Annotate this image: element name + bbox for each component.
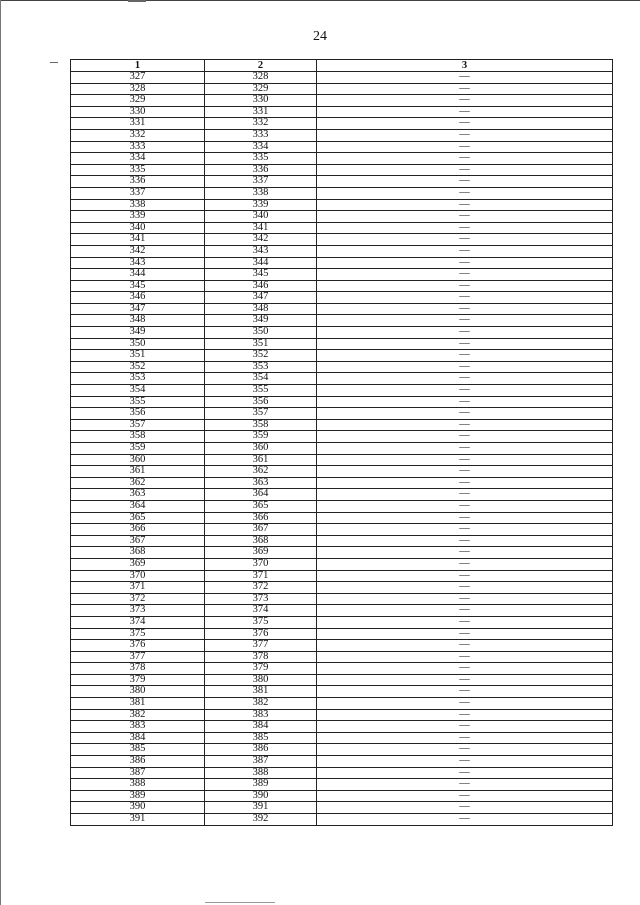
table-cell-col-1: 385 xyxy=(71,744,205,756)
table-row xyxy=(71,732,613,744)
table-cell-col-2: 389 xyxy=(205,779,317,791)
table-row xyxy=(71,616,613,628)
table-row xyxy=(71,385,613,397)
table-row xyxy=(71,396,613,408)
table-cell-col-1: 335 xyxy=(71,164,205,176)
table-cell-col-2: 357 xyxy=(205,408,317,420)
table-cell-col-1: 369 xyxy=(71,558,205,570)
table-row xyxy=(71,744,613,756)
table-cell-col-1: 350 xyxy=(71,338,205,350)
table-cell-col-2: 336 xyxy=(205,164,317,176)
table-cell-col-3: — xyxy=(317,732,613,744)
table-row xyxy=(71,535,613,547)
table-cell-col-1: 364 xyxy=(71,500,205,512)
table-cell-col-2: 382 xyxy=(205,698,317,710)
table-cell-col-1: 376 xyxy=(71,640,205,652)
table-cell-col-3: — xyxy=(317,83,613,95)
table-cell-col-2: 349 xyxy=(205,315,317,327)
table-cell-col-3: — xyxy=(317,489,613,501)
table-cell-col-2: 366 xyxy=(205,512,317,524)
table-cell-col-1: 375 xyxy=(71,628,205,640)
table-cell-col-1: 373 xyxy=(71,605,205,617)
table-cell-col-3: — xyxy=(317,593,613,605)
table-cell-col-2: 392 xyxy=(205,814,317,826)
table-cell-col-1: 378 xyxy=(71,663,205,675)
table-cell-col-3: — xyxy=(317,327,613,339)
table-cell-col-2: 379 xyxy=(205,663,317,675)
table-cell-col-2: 343 xyxy=(205,245,317,257)
table-row xyxy=(71,211,613,223)
table-row xyxy=(71,686,613,698)
table-cell-col-3: — xyxy=(317,292,613,304)
table-cell-col-1: 333 xyxy=(71,141,205,153)
table-cell-col-2: 334 xyxy=(205,141,317,153)
table-cell-col-2: 386 xyxy=(205,744,317,756)
table-cell-col-2: 329 xyxy=(205,83,317,95)
table-row xyxy=(71,338,613,350)
table-cell-col-2: 377 xyxy=(205,640,317,652)
table-cell-col-3: — xyxy=(317,500,613,512)
table-cell-col-1: 339 xyxy=(71,211,205,223)
table-cell-col-3: — xyxy=(317,419,613,431)
table-row xyxy=(71,269,613,281)
table-cell-col-1: 382 xyxy=(71,709,205,721)
scan-speck xyxy=(50,62,58,63)
table-row xyxy=(71,303,613,315)
table-cell-col-3: — xyxy=(317,257,613,269)
table-cell-col-1: 360 xyxy=(71,454,205,466)
table-row xyxy=(71,500,613,512)
table-cell-col-1: 384 xyxy=(71,732,205,744)
scan-speck xyxy=(205,902,275,903)
table-cell-col-1: 388 xyxy=(71,779,205,791)
column-header-3: 3 xyxy=(317,60,613,72)
column-header-1: 1 xyxy=(71,60,205,72)
table-cell-col-2: 361 xyxy=(205,454,317,466)
table-cell-col-1: 337 xyxy=(71,187,205,199)
table-row xyxy=(71,408,613,420)
table-cell-col-2: 373 xyxy=(205,593,317,605)
table-row xyxy=(71,373,613,385)
table-cell-col-2: 330 xyxy=(205,95,317,107)
table-cell-col-1: 365 xyxy=(71,512,205,524)
table-cell-col-3: — xyxy=(317,651,613,663)
table-cell-col-2: 354 xyxy=(205,373,317,385)
table-cell-col-3: — xyxy=(317,674,613,686)
table-row xyxy=(71,628,613,640)
table-row xyxy=(71,674,613,686)
table-cell-col-3: — xyxy=(317,477,613,489)
table-cell-col-2: 360 xyxy=(205,443,317,455)
table-cell-col-1: 359 xyxy=(71,443,205,455)
table-cell-col-2: 384 xyxy=(205,721,317,733)
table-cell-col-3: — xyxy=(317,744,613,756)
table-cell-col-2: 344 xyxy=(205,257,317,269)
table-row xyxy=(71,141,613,153)
table-cell-col-2: 385 xyxy=(205,732,317,744)
table-cell-col-1: 352 xyxy=(71,361,205,373)
table-row xyxy=(71,199,613,211)
table-row xyxy=(71,431,613,443)
table-header-row xyxy=(71,60,613,72)
table-cell-col-1: 340 xyxy=(71,222,205,234)
table-cell-col-3: — xyxy=(317,535,613,547)
table-cell-col-3: — xyxy=(317,547,613,559)
table-cell-col-1: 353 xyxy=(71,373,205,385)
table-cell-col-3: — xyxy=(317,698,613,710)
table-cell-col-2: 337 xyxy=(205,176,317,188)
table-cell-col-2: 346 xyxy=(205,280,317,292)
table-cell-col-2: 332 xyxy=(205,118,317,130)
table-row xyxy=(71,570,613,582)
table-cell-col-1: 328 xyxy=(71,83,205,95)
table-cell-col-1: 387 xyxy=(71,767,205,779)
table-cell-col-2: 356 xyxy=(205,396,317,408)
table-cell-col-2: 378 xyxy=(205,651,317,663)
table-row xyxy=(71,83,613,95)
table-cell-col-2: 353 xyxy=(205,361,317,373)
table-row xyxy=(71,176,613,188)
table-cell-col-3: — xyxy=(317,373,613,385)
table-row xyxy=(71,524,613,536)
table-cell-col-3: — xyxy=(317,709,613,721)
table-cell-col-3: — xyxy=(317,721,613,733)
table-cell-col-1: 389 xyxy=(71,790,205,802)
table-cell-col-2: 342 xyxy=(205,234,317,246)
table-cell-col-1: 357 xyxy=(71,419,205,431)
table-cell-col-3: — xyxy=(317,361,613,373)
table-row xyxy=(71,222,613,234)
table-cell-col-3: — xyxy=(317,756,613,768)
table-cell-col-3: — xyxy=(317,408,613,420)
table-cell-col-3: — xyxy=(317,350,613,362)
table-cell-col-1: 329 xyxy=(71,95,205,107)
table-cell-col-2: 340 xyxy=(205,211,317,223)
table-cell-col-2: 369 xyxy=(205,547,317,559)
table-cell-col-3: — xyxy=(317,153,613,165)
table-cell-col-2: 367 xyxy=(205,524,317,536)
table-row xyxy=(71,779,613,791)
table-cell-col-2: 365 xyxy=(205,500,317,512)
table-cell-col-2: 368 xyxy=(205,535,317,547)
table-row xyxy=(71,95,613,107)
table-cell-col-3: — xyxy=(317,141,613,153)
table-cell-col-1: 341 xyxy=(71,234,205,246)
table-row xyxy=(71,640,613,652)
table-cell-col-2: 375 xyxy=(205,616,317,628)
table-cell-col-3: — xyxy=(317,118,613,130)
table-cell-col-1: 372 xyxy=(71,593,205,605)
table-row xyxy=(71,245,613,257)
table-row xyxy=(71,118,613,130)
table-cell-col-2: 374 xyxy=(205,605,317,617)
table-row xyxy=(71,721,613,733)
table-cell-col-1: 356 xyxy=(71,408,205,420)
scan-left-edge xyxy=(0,0,1,905)
table-cell-col-3: — xyxy=(317,303,613,315)
table-cell-col-2: 347 xyxy=(205,292,317,304)
table-cell-col-3: — xyxy=(317,524,613,536)
table-row xyxy=(71,361,613,373)
table-cell-col-2: 359 xyxy=(205,431,317,443)
table-cell-col-3: — xyxy=(317,338,613,350)
table-cell-col-1: 345 xyxy=(71,280,205,292)
table-row xyxy=(71,547,613,559)
table-row xyxy=(71,187,613,199)
table-row xyxy=(71,72,613,84)
table-cell-col-3: — xyxy=(317,790,613,802)
table-row xyxy=(71,489,613,501)
table-cell-col-1: 386 xyxy=(71,756,205,768)
table-cell-col-2: 371 xyxy=(205,570,317,582)
table-cell-col-1: 366 xyxy=(71,524,205,536)
table-cell-col-1: 363 xyxy=(71,489,205,501)
table-cell-col-2: 335 xyxy=(205,153,317,165)
table-cell-col-2: 391 xyxy=(205,802,317,814)
table-row xyxy=(71,593,613,605)
table-row xyxy=(71,709,613,721)
table-row xyxy=(71,605,613,617)
table-cell-col-2: 348 xyxy=(205,303,317,315)
table-cell-col-3: — xyxy=(317,512,613,524)
table-cell-col-3: — xyxy=(317,616,613,628)
table-row xyxy=(71,292,613,304)
table-cell-col-1: 381 xyxy=(71,698,205,710)
table-cell-col-1: 371 xyxy=(71,582,205,594)
table-cell-col-1: 377 xyxy=(71,651,205,663)
table-cell-col-1: 347 xyxy=(71,303,205,315)
table-cell-col-3: — xyxy=(317,767,613,779)
table-row xyxy=(71,663,613,675)
table-cell-col-1: 390 xyxy=(71,802,205,814)
table-cell-col-3: — xyxy=(317,779,613,791)
table-cell-col-3: — xyxy=(317,431,613,443)
table-cell-col-3: — xyxy=(317,570,613,582)
table-cell-col-2: 331 xyxy=(205,106,317,118)
table-cell-col-3: — xyxy=(317,443,613,455)
table-row xyxy=(71,466,613,478)
table-cell-col-2: 363 xyxy=(205,477,317,489)
table-cell-col-2: 388 xyxy=(205,767,317,779)
table-cell-col-1: 367 xyxy=(71,535,205,547)
table-cell-col-3: — xyxy=(317,385,613,397)
table-cell-col-3: — xyxy=(317,640,613,652)
table-cell-col-3: — xyxy=(317,396,613,408)
table-row xyxy=(71,814,613,826)
table-cell-col-1: 327 xyxy=(71,72,205,84)
table-cell-col-1: 354 xyxy=(71,385,205,397)
table-cell-col-3: — xyxy=(317,814,613,826)
table-cell-col-1: 332 xyxy=(71,129,205,141)
table-row xyxy=(71,106,613,118)
table-body xyxy=(71,72,613,826)
table-row xyxy=(71,153,613,165)
table-row xyxy=(71,558,613,570)
table-cell-col-3: — xyxy=(317,466,613,478)
table-cell-col-2: 383 xyxy=(205,709,317,721)
table-row xyxy=(71,767,613,779)
table-cell-col-1: 338 xyxy=(71,199,205,211)
table-cell-col-2: 372 xyxy=(205,582,317,594)
table-cell-col-3: — xyxy=(317,234,613,246)
table-cell-col-3: — xyxy=(317,582,613,594)
table-cell-col-2: 352 xyxy=(205,350,317,362)
data-table xyxy=(70,59,613,826)
table-row xyxy=(71,327,613,339)
table-cell-col-3: — xyxy=(317,211,613,223)
table-cell-col-2: 341 xyxy=(205,222,317,234)
table-row xyxy=(71,651,613,663)
table-cell-col-3: — xyxy=(317,245,613,257)
table-cell-col-1: 351 xyxy=(71,350,205,362)
table-row xyxy=(71,315,613,327)
table-row xyxy=(71,756,613,768)
table-cell-col-3: — xyxy=(317,269,613,281)
table-cell-col-3: — xyxy=(317,802,613,814)
table-row xyxy=(71,512,613,524)
table-cell-col-3: — xyxy=(317,222,613,234)
table-cell-col-1: 374 xyxy=(71,616,205,628)
table-cell-col-1: 355 xyxy=(71,396,205,408)
table-cell-col-1: 362 xyxy=(71,477,205,489)
table-cell-col-3: — xyxy=(317,129,613,141)
table-cell-col-3: — xyxy=(317,686,613,698)
table-row xyxy=(71,477,613,489)
table-row xyxy=(71,257,613,269)
table-cell-col-1: 336 xyxy=(71,176,205,188)
table-cell-col-1: 342 xyxy=(71,245,205,257)
table-cell-col-2: 381 xyxy=(205,686,317,698)
table-cell-col-1: 358 xyxy=(71,431,205,443)
table-cell-col-3: — xyxy=(317,199,613,211)
table-cell-col-1: 370 xyxy=(71,570,205,582)
table-row xyxy=(71,419,613,431)
table-cell-col-3: — xyxy=(317,187,613,199)
table-cell-col-1: 383 xyxy=(71,721,205,733)
table-row xyxy=(71,790,613,802)
table-cell-col-1: 343 xyxy=(71,257,205,269)
table-cell-col-2: 355 xyxy=(205,385,317,397)
table-cell-col-1: 344 xyxy=(71,269,205,281)
table-row xyxy=(71,280,613,292)
table-cell-col-3: — xyxy=(317,164,613,176)
table-cell-col-2: 351 xyxy=(205,338,317,350)
table-cell-col-2: 339 xyxy=(205,199,317,211)
table-cell-col-3: — xyxy=(317,315,613,327)
table-cell-col-2: 358 xyxy=(205,419,317,431)
table-cell-col-3: — xyxy=(317,95,613,107)
table-cell-col-1: 380 xyxy=(71,686,205,698)
table-cell-col-3: — xyxy=(317,628,613,640)
table-cell-col-1: 391 xyxy=(71,814,205,826)
column-header-2: 2 xyxy=(205,60,317,72)
table-cell-col-2: 376 xyxy=(205,628,317,640)
table-cell-col-3: — xyxy=(317,663,613,675)
table-cell-col-3: — xyxy=(317,558,613,570)
scan-top-edge xyxy=(0,0,640,1)
table-cell-col-2: 364 xyxy=(205,489,317,501)
table-cell-col-2: 338 xyxy=(205,187,317,199)
page-number: 24 xyxy=(313,29,327,44)
table-cell-col-3: — xyxy=(317,280,613,292)
table-cell-col-2: 328 xyxy=(205,72,317,84)
table-cell-col-2: 390 xyxy=(205,790,317,802)
table-row xyxy=(71,802,613,814)
table-cell-col-1: 379 xyxy=(71,674,205,686)
table-cell-col-2: 370 xyxy=(205,558,317,570)
table-row xyxy=(71,443,613,455)
table-cell-col-2: 333 xyxy=(205,129,317,141)
table-cell-col-3: — xyxy=(317,176,613,188)
table-cell-col-3: — xyxy=(317,454,613,466)
table-cell-col-3: — xyxy=(317,106,613,118)
table-row xyxy=(71,698,613,710)
table-cell-col-2: 362 xyxy=(205,466,317,478)
table-cell-col-1: 349 xyxy=(71,327,205,339)
table-cell-col-2: 387 xyxy=(205,756,317,768)
table-cell-col-1: 331 xyxy=(71,118,205,130)
scan-speck xyxy=(128,0,146,2)
table-cell-col-2: 350 xyxy=(205,327,317,339)
table-row xyxy=(71,582,613,594)
table-row xyxy=(71,129,613,141)
table-cell-col-1: 361 xyxy=(71,466,205,478)
table-cell-col-3: — xyxy=(317,605,613,617)
table-cell-col-3: — xyxy=(317,72,613,84)
table-cell-col-1: 368 xyxy=(71,547,205,559)
table-row xyxy=(71,454,613,466)
table-row xyxy=(71,350,613,362)
table-cell-col-1: 348 xyxy=(71,315,205,327)
table-cell-col-2: 380 xyxy=(205,674,317,686)
table-cell-col-1: 346 xyxy=(71,292,205,304)
table-row xyxy=(71,164,613,176)
table-cell-col-1: 330 xyxy=(71,106,205,118)
table-cell-col-1: 334 xyxy=(71,153,205,165)
table-row xyxy=(71,234,613,246)
table-cell-col-2: 345 xyxy=(205,269,317,281)
